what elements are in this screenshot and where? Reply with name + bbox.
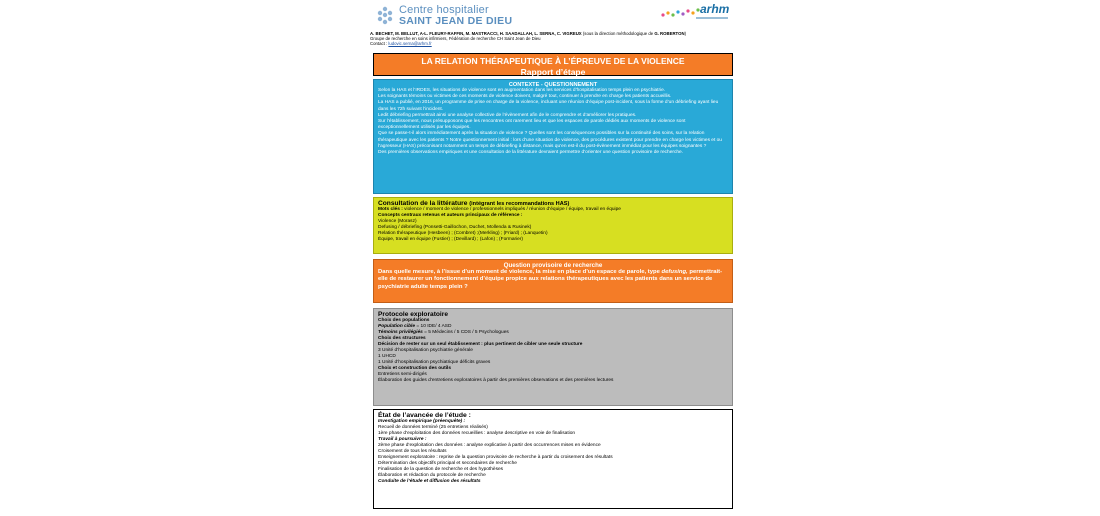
research-group: Groupe de recherche en soins infirmiers, Fédération de recherche CH Saint Jean de Dieu <box>370 36 541 42</box>
ongoing-item: Élaboration et rédaction du protocole de recherche <box>378 473 486 478</box>
witnesses-label: Témoins privilégiés <box>378 330 423 335</box>
keywords-label: Mots clés : <box>378 207 403 212</box>
protocol-heading: Protocole exploratoire <box>378 311 448 318</box>
authors-block: A. BECHET, M. BELLUT, A-L. FLEURY-RAFFIN, M. MASTRACCI, H. SAADALLAH, L. SERNA, C. VIGREUX (sous la direction méthodologique de G. ROBERTON) Groupe de recherche en soins infirmiers, Fédération de recherche CH Saint Jean de Dieu Contact : ludovic.serna@arhm.fr <box>370 31 736 47</box>
ongoing-item: Finalisation de la question de recherche et des hypothèses <box>378 467 504 472</box>
empirical-item: 1ère phase d’exploitation des données recueillies : analyse descriptive en voie de finalisation <box>378 431 576 436</box>
context-paragraph: Des premières observations empiriques et une consultation de la littérature devraient permettre d’orienter une question provisoire de recherche. <box>378 150 684 156</box>
ongoing-label: Travail à poursuivre : <box>378 437 427 442</box>
contact-label: Contact : <box>370 41 388 47</box>
poster-header <box>366 0 738 52</box>
literature-item: Équipe, travail en équipe (Fustier) ; (Devillard) ; (Lafon) ; (Formarier) <box>378 236 524 242</box>
context-heading: CONTEXTE - QUESTIONNEMENT <box>508 82 598 88</box>
unit-item: 1 Unité d’hospitalisation psychiatrique déficits graves <box>378 360 491 365</box>
tool-item: Entretiens semi-dirigés <box>378 372 427 377</box>
partner-logo: arhm <box>700 2 730 16</box>
contact-email: ludovic.serna@arhm.fr <box>388 41 432 47</box>
context-paragraph: La HAS a publié, en 2016, un programme de prise en charge de la violence, incluant une réunion d’équipe post-incident, sous la forme d’un débriefing ayant lieu dans les 72h suivant l’incident. <box>378 100 719 112</box>
unit-item: 3 Unité d’hospitalisation psychiatrie générale <box>378 348 473 353</box>
research-question-heading: Question provisoire de recherche <box>503 262 603 269</box>
context-paragraph: Sur l’établissement, nous présupposons que les rencontres ont rarement lieu et que les espaces de parole dédiés aux moments de violence sont exceptionnellement utilisés par les équipes. <box>378 119 686 131</box>
literature-section <box>373 197 733 254</box>
literature-item: Defusing / débriefing (Ponsetti-Gaillochon, Duchet, Mollenda & Rusinek) <box>378 224 532 230</box>
research-question-defusing: defusing, <box>661 269 688 275</box>
context-paragraph: Selon la HAS et l’IRDES, les situations de violence sont en augmentation dans les services d’hospitalisation temps plein en psychiatrie. <box>378 88 666 93</box>
research-question-text <box>378 269 728 291</box>
hospital-logo-line1: Centre hospitalier <box>399 4 489 16</box>
title-line2: Rapport d’étape <box>520 67 586 77</box>
populations-label: Choix des populations <box>378 318 430 323</box>
final-label: Conduite de l’étude et diffusion des résultats <box>378 479 481 484</box>
context-paragraph: Ledit débriefing permettrait ainsi une analyse collective de l’évènement afin de le comprendre et d’améliorer les pratiques. <box>378 112 637 118</box>
direction-prefix: (sous la direction méthodologique de <box>582 31 654 36</box>
context-section <box>373 79 733 194</box>
literature-item: Relation thérapeutique (Hesbeen) ; (Combret) ;(Merkling) ; (Friard) ; (Lanquetin) <box>378 230 548 236</box>
empirical-item: Recueil de données terminé (25 entretiens réalisés) <box>378 425 488 430</box>
research-question-section <box>373 259 733 303</box>
literature-heading-note: (intégrant les recommandations HAS) <box>469 201 570 207</box>
witnesses-value: = 5 Médecins / 5 CDS / 5 Psychologues <box>424 330 509 335</box>
hospital-logo-icon <box>374 3 396 27</box>
ongoing-item: Détermination des objectifs principal et secondaires de recherche <box>378 461 517 466</box>
structures-decision: Décision de rester sur un seul établissement : plus pertinent de cibler une seule structure <box>378 342 583 347</box>
literature-heading-text: Consultation de la littérature <box>378 200 468 207</box>
unit-item: 1 UHCD <box>378 354 396 359</box>
tool-item: Élaboration des guides d’entretiens exploratoires à partir des premières observations et des premières lectures <box>378 378 614 383</box>
context-paragraph: Que se passe-t-il alors immédiatement après la situation de violence ? Quelles sont les conséquences possibles sur la continuité des soins, sur la relation thérapeutique avec les patients ? Notre questionnement initial : lors d’une situation de violence, des procédures existent pour prendre en charge les victimes et ou l’agresseur (HAS) préconisant notamment un temps de débriefing à distance, mais qu’en est-il du post-évènement immédiat pour les équipes soignantes ? <box>378 131 722 149</box>
protocol-section <box>373 308 733 406</box>
literature-item: Violence (Morasz) <box>378 218 417 224</box>
keywords-value: violence / moment de violence / professionnels impliqués / réunion d’équipe / équipe, travail en équipe <box>404 207 621 212</box>
target-label: Population cible <box>378 324 416 329</box>
ongoing-item: Enseignement exploratoire : reprise de la question provisoire de recherche à partir du croisement des résultats <box>378 455 613 460</box>
context-paragraph: Les soignants témoins ou victimes de ces moments de violence doivent, malgré tout, continuer à prendre en charge les patients accueillis. <box>378 94 672 100</box>
authors: A. BECHET, M. BELLUT, A-L. FLEURY-RAFFIN, M. MASTRACCI, H. SAADALLAH, L. SERNA, C. VIGREUX <box>370 31 582 36</box>
tools-label: Choix et construction des outils <box>378 366 452 371</box>
literature-heading <box>378 200 728 207</box>
hospital-logo-line2: SAINT JEAN DE DIEU <box>399 15 513 27</box>
progress-section <box>373 409 733 509</box>
ongoing-item: 2ème phase d’exploitation des données : analyse explicative à partir des occurrences mises en évidence <box>378 443 601 448</box>
direction-name: G. ROBERTON <box>654 31 685 36</box>
poster-title <box>373 53 733 76</box>
progress-heading: État de l’avancée de l’étude : <box>378 412 471 419</box>
structures-label: Choix des structures <box>378 336 426 341</box>
target-value: = 10 IDE/ 4 ASD <box>416 324 452 329</box>
research-question-text-start: Dans quelle mesure, à l’issue d’un moment de violence, la mise en place d’un espace de parole, type <box>378 269 660 275</box>
poster <box>366 0 738 516</box>
empirical-label: Investigation empirique (préenquête) : <box>378 419 466 424</box>
partner-logo-underline <box>696 17 728 19</box>
title-line1: LA RELATION THÉRAPEUTIQUE À L’ÉPREUVE DE LA VIOLENCE <box>421 56 685 66</box>
research-question-text-end: permettrait-elle de restaurer un fonctionnement d’équipe propice aux relations thérapeutiques avec les patients dans un service de psychiatrie adulte temps plein ? <box>378 269 723 290</box>
concepts-label: Concepts centraux retenus et auteurs principaux de référence : <box>378 212 523 218</box>
ongoing-item: Croisement de tous les résultats <box>378 449 447 454</box>
